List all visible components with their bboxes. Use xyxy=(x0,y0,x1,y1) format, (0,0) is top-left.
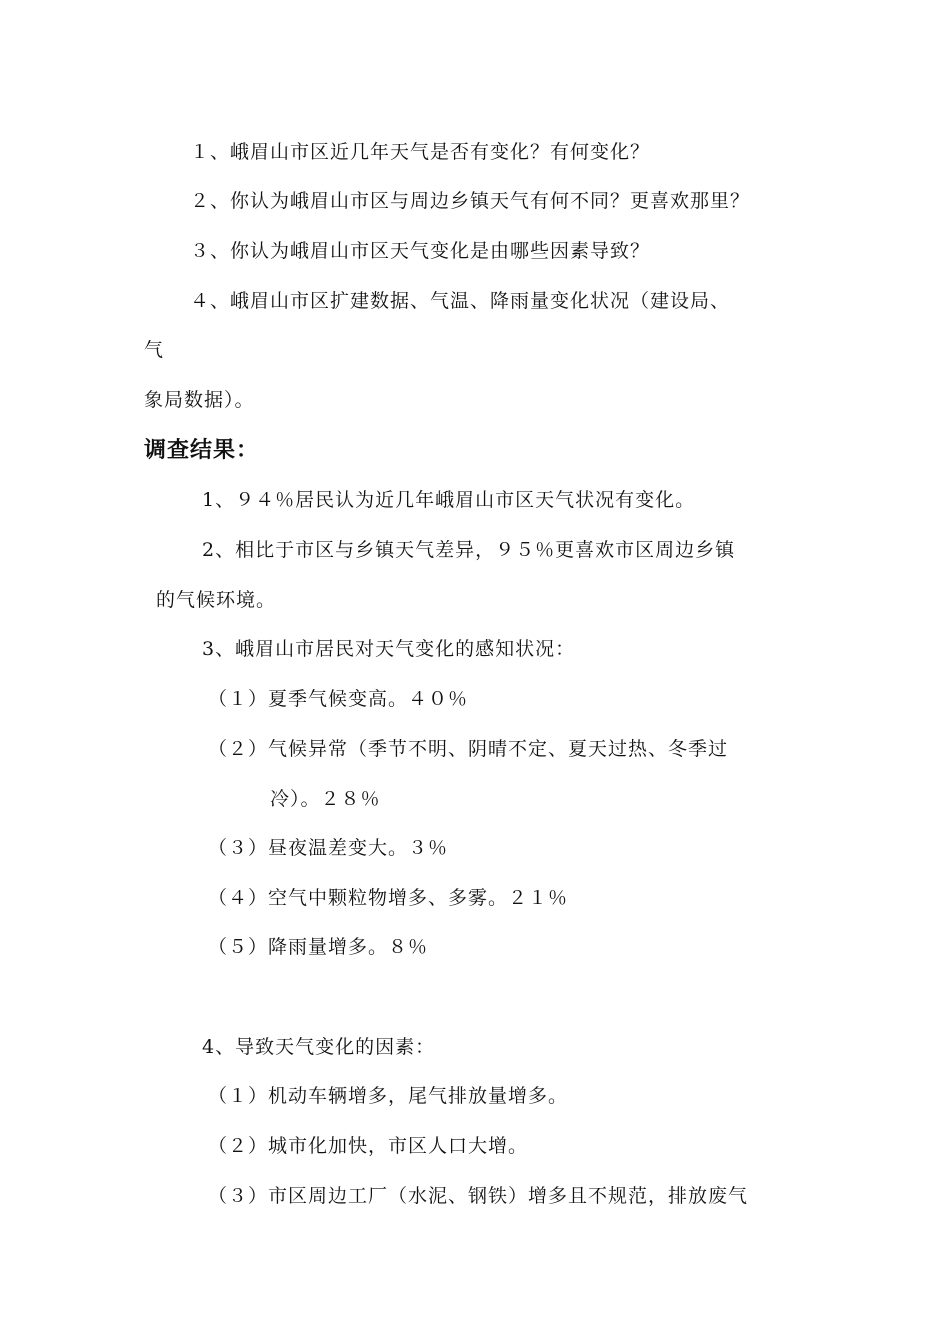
perception-item-1: （１）夏季气候变高。４０％ xyxy=(208,688,469,710)
question-2: ２、你认为峨眉山市区与周边乡镇天气有何不同？更喜欢那里？ xyxy=(190,190,751,212)
result-2: 2、相比于市区与乡镇天气差异，９５％更喜欢市区周边乡镇 xyxy=(202,539,736,561)
perception-item-2: （２）气候异常（季节不明、阴晴不定、夏天过热、冬季过 xyxy=(208,738,729,760)
result-3-title: 3、峨眉山市居民对天气变化的感知状况： xyxy=(202,638,576,660)
perception-item-5: （５）降雨量增多。８％ xyxy=(208,936,429,958)
question-3: ３、你认为峨眉山市区天气变化是由哪些因素导致？ xyxy=(190,240,651,262)
question-4-continued: 气 xyxy=(144,339,165,361)
results-heading: 调查结果： xyxy=(144,438,260,463)
factor-item-3: （３）市区周边工厂（水泥、钢铁）增多且不规范，排放废气 xyxy=(208,1185,749,1207)
perception-item-2-continued: 冷）。２８％ xyxy=(270,788,381,810)
result-2-continued: 的气候环境。 xyxy=(156,589,277,611)
factor-item-2: （２）城市化加快，市区人口大增。 xyxy=(208,1135,529,1157)
perception-item-4: （４）空气中颗粒物增多、多雾。２１％ xyxy=(208,887,569,909)
question-4-end: 象局数据）。 xyxy=(144,389,255,411)
question-4: ４、峨眉山市区扩建数据、气温、降雨量变化状况（建设局、 xyxy=(190,290,731,312)
question-1: １、峨眉山市区近几年天气是否有变化？有何变化？ xyxy=(190,141,651,163)
result-4-title: 4、导致天气变化的因素： xyxy=(202,1036,436,1058)
perception-item-3: （３）昼夜温差变大。３％ xyxy=(208,837,449,859)
factor-item-1: （１）机动车辆增多，尾气排放量增多。 xyxy=(208,1085,569,1107)
result-1: 1、９４％居民认为近几年峨眉山市区天气状况有变化。 xyxy=(202,489,696,511)
